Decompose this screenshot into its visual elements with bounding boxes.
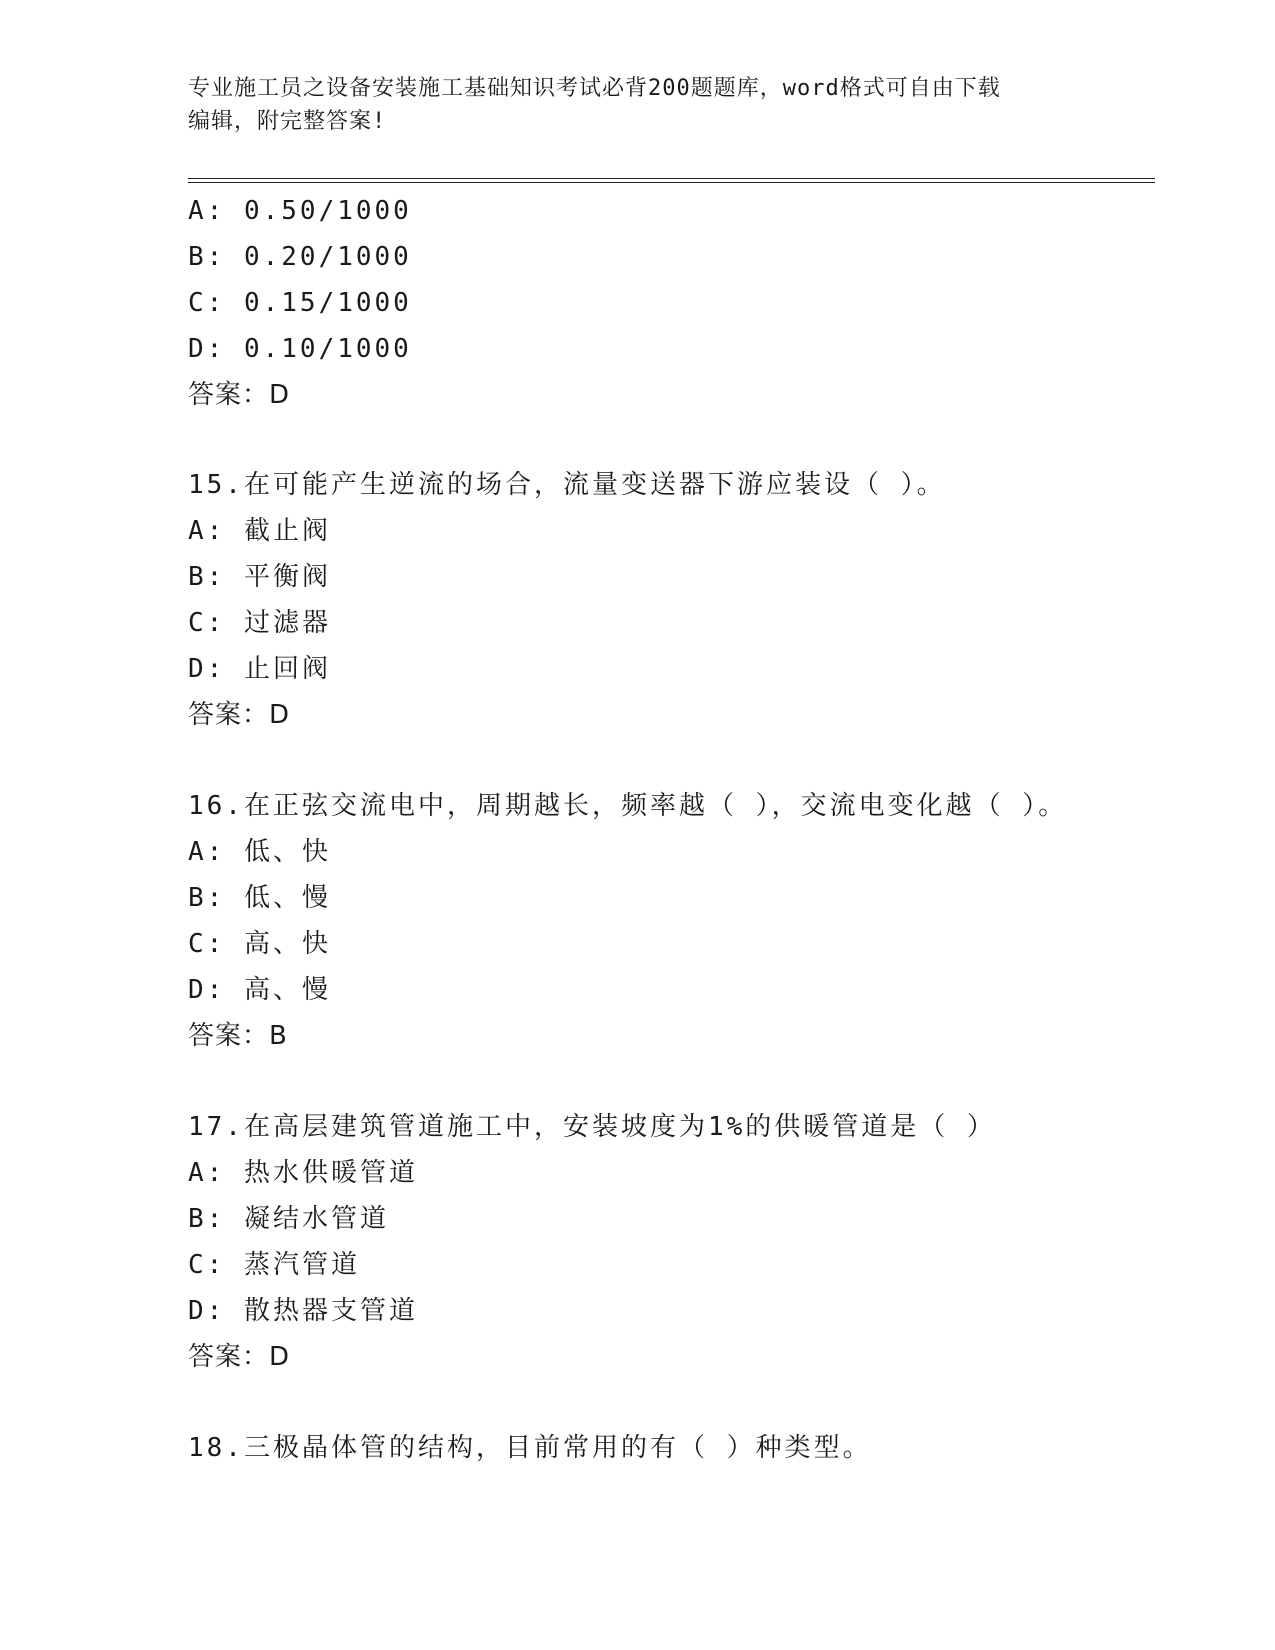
q16-option-a: A: 低、快	[188, 837, 331, 867]
header-line-1: 专业施工员之设备安装施工基础知识考试必背200题题库，word格式可自由下载	[188, 76, 1001, 101]
q14-option-a: A: 0.50/1000	[188, 196, 412, 226]
question-list	[188, 188, 1148, 1471]
q18-question: 18.三极晶体管的结构，目前常用的有（ ）种类型。	[188, 1433, 872, 1463]
q15-option-a: A: 截止阀	[188, 516, 331, 546]
q15-option-d: D: 止回阀	[188, 654, 331, 684]
q14-option-c: C: 0.15/1000	[188, 288, 412, 318]
header-divider	[188, 178, 1155, 183]
q15-answer: 答案：D	[188, 700, 291, 730]
q15-option-b: B: 平衡阀	[188, 562, 331, 592]
q14-option-b: B: 0.20/1000	[188, 242, 412, 272]
q16-option-b: B: 低、慢	[188, 883, 331, 913]
q14-option-d: D: 0.10/1000	[188, 334, 412, 364]
q17-option-b: B: 凝结水管道	[188, 1204, 389, 1234]
header-line-2: 编辑，附完整答案!	[188, 109, 387, 134]
q17-question: 17.在高层建筑管道施工中，安装坡度为1%的供暖管道是（ ）	[188, 1112, 996, 1142]
q16-option-d: D: 高、慢	[188, 975, 331, 1005]
q15-option-c: C: 过滤器	[188, 608, 331, 638]
q17-option-c: C: 蒸汽管道	[188, 1250, 360, 1280]
q16-option-c: C: 高、快	[188, 929, 331, 959]
q17-option-d: D: 散热器支管道	[188, 1296, 418, 1326]
q16-question: 16.在正弦交流电中，周期越长，频率越（ ），交流电变化越（ ）。	[188, 791, 1068, 821]
q15-question: 15.在可能产生逆流的场合，流量变送器下游应装设（ ）。	[188, 470, 946, 500]
q17-option-a: A: 热水供暖管道	[188, 1158, 418, 1188]
q16-answer: 答案：B	[188, 1021, 288, 1051]
q17-answer: 答案：D	[188, 1342, 291, 1372]
q14-answer: 答案：D	[188, 380, 291, 410]
document-header	[188, 72, 1088, 138]
